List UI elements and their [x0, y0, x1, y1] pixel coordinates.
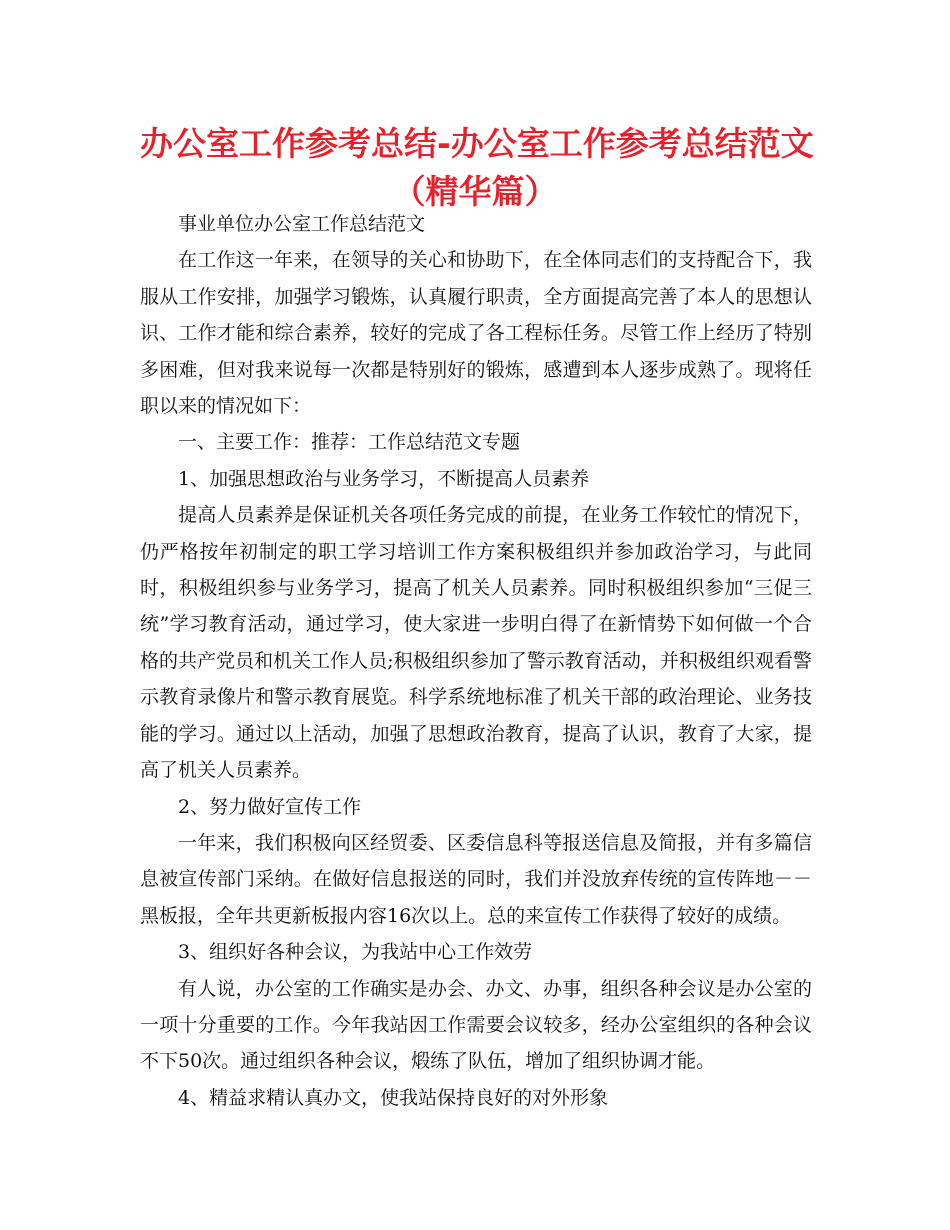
item-body-1: 提高人员素养是保证机关各项任务完成的前提，在业务工作较忙的情况下，仍严格按年初制定的职工学习培训工作方案积极组织并参加政治学习，与此同时，积极组织参与业务学习，提高了机关人员素养。同时积极组织参加“三促三统”学习教育活动，通过学习，使大家进一步明白得了在新情势下如何做一个合格的共产党员和机关工作人员;积极组织参加了警示教育活动，并积极组织观看警示教育录像片和警示教育展览。科学系统地标准了机关干部的政治理论、业务技能的学习。通过以上活动，加强了思想政治教育，提高了认识，教育了大家，提高了机关人员素养。 — [140, 504, 812, 782]
item-body-2: 一年来，我们积极向区经贸委、区委信息科等报送信息及简报，并有多篇信息被宣传部门采纳。在做好信息报送的同时，我们并没放弃传统的宣传阵地－－黑板报，全年共更新板报内容16次以上。总的来宣传工作获得了较好的成绩。 — [140, 831, 812, 927]
item-body-3: 有人说，办公室的工作确实是办会、办文、办事，组织各种会议是办公室的一项十分重要的工作。今年我站因工作需要会议较多，经办公室组织的各种会议不下50次。通过组织各种会议，煅练了队伍，增加了组织协调才能。 — [140, 977, 812, 1073]
document-title-line-2: （精华篇） — [392, 172, 558, 211]
document-body — [140, 206, 812, 1116]
item-heading-1: 1、加强思想政治与业务学习，不断提高人员素养 — [178, 467, 590, 490]
item-heading-3: 3、组织好各种会议，为我站中心工作效劳 — [178, 941, 533, 964]
item-heading-2: 2、努力做好宣传工作 — [178, 795, 362, 818]
section-heading-main-work: 一、主要工作：推荐：工作总结范文专题 — [178, 431, 521, 454]
item-heading-4: 4、精益求精认真办文，使我站保持良好的对外形象 — [178, 1086, 609, 1109]
intro-paragraph: 在工作这一年来，在领导的关心和协助下，在全体同志们的支持配合下，我服从工作安排，加强学习锻炼，认真履行职责，全方面提高完善了本人的思想认识、工作才能和综合素养，较好的完成了各工程标任务。尽管工作上经历了特别多困难，但对我来说每一次都是特别好的锻炼，感遭到本人逐步成熟了。现将任职以来的情况如下： — [140, 249, 812, 418]
subtitle-paragraph: 事业单位办公室工作总结范文 — [178, 213, 426, 235]
document-title-line-1: 办公室工作参考总结-办公室工作参考总结范文 — [140, 124, 814, 163]
